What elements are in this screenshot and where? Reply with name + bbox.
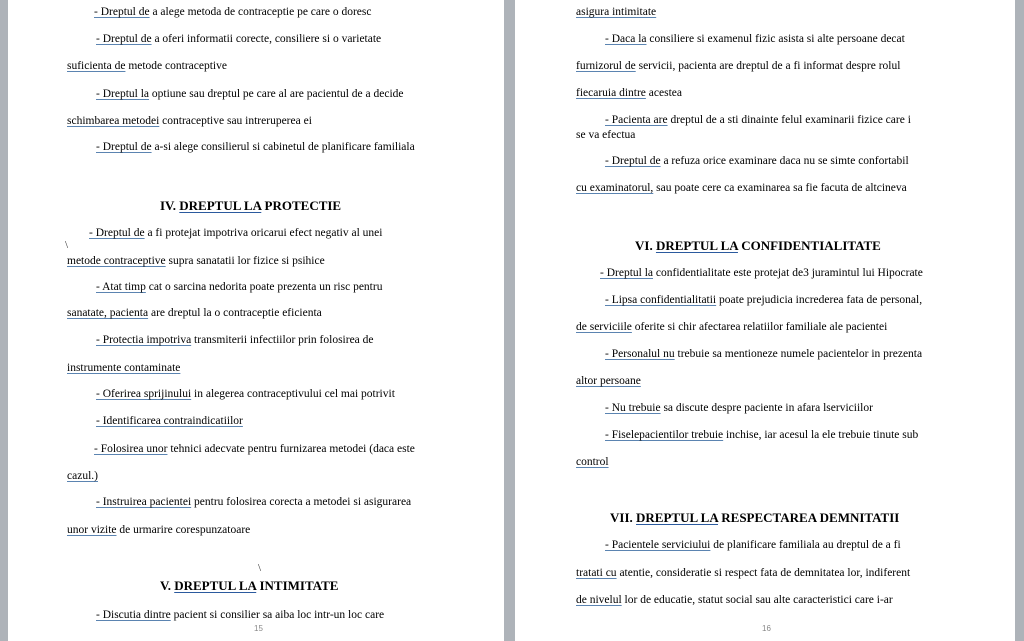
paragraph-line: cu examinatorul, sau poate cere ca examinarea sa fie facuta de altcineva — [576, 182, 907, 194]
document-page-15 — [8, 0, 504, 641]
paragraph-line: - Dreptul de a fi protejat impotriva oricarui efect negativ al unei — [89, 227, 383, 239]
document-page-16 — [515, 0, 1015, 641]
paragraph-line: - Daca la consiliere si examenul fizic asista si alte persoane decat — [605, 33, 905, 45]
paragraph-line: de nivelul lor de educatie, statut social sau alte caracteristici care i-ar — [576, 594, 893, 606]
paragraph-line: altor persoane — [576, 375, 641, 387]
paragraph-line: - Nu trebuie sa discute despre paciente in afara lserviciilor — [605, 402, 873, 414]
section-heading-vii: VII. DREPTUL LA RESPECTAREA DEMNITATII — [610, 510, 900, 525]
paragraph-line: instrumente contaminate — [67, 362, 181, 374]
paragraph-line: metode contraceptive supra sanatatii lor fizice si psihice — [67, 255, 325, 267]
paragraph-line: suficienta de metode contraceptive — [67, 60, 227, 72]
paragraph-line: schimbarea metodei contraceptive sau intreruperea ei — [67, 115, 312, 127]
paragraph-line: - Pacientele serviciului de planificare familiala au dreptul de a fi — [605, 539, 901, 551]
paragraph-line: - Folosirea unor tehnici adecvate pentru furnizarea metodei (daca este — [94, 443, 415, 455]
paragraph-line: control — [576, 456, 609, 468]
paragraph-line: - Lipsa confidentialitatii poate prejudicia increderea fata de personal, — [605, 294, 923, 306]
paragraph-line: - Atat timp cat o sarcina nedorita poate prezenta un risc pentru — [96, 281, 383, 293]
paragraph-line: - Dreptul de a-si alege consilierul si cabinetul de planificare familiala — [96, 141, 415, 153]
page-number: 16 — [762, 624, 771, 633]
stray-mark: \ — [65, 239, 69, 251]
section-heading-iv: IV. DREPTUL LA PROTECTIE — [160, 198, 342, 213]
section-heading-v: V. DREPTUL LA INTIMITATE — [160, 578, 339, 593]
paragraph-line: furnizorul de servicii, pacienta are dreptul de a fi informat despre rolul — [576, 60, 901, 72]
paragraph-line: - Dreptul de a oferi informatii corecte, consiliere si o varietate — [96, 33, 382, 45]
paragraph-line: - Dreptul la optiune sau dreptul pe care al are pacientul de a decide — [96, 88, 404, 100]
paragraph-line: - Pacienta are dreptul de a sti dinainte felul examinarii fizice care i — [605, 114, 911, 126]
paragraph-line: tratati cu atentie, consideratie si respect fata de demnitatea lor, indiferent — [576, 567, 911, 579]
page-number: 15 — [254, 624, 263, 633]
paragraph-line: fiecaruia dintre acestea — [576, 87, 682, 99]
paragraph-line: - Oferirea sprijinului in alegerea contraceptivului cel mai potrivit — [96, 388, 395, 400]
paragraph-line: - Protectia impotriva transmiterii infectiilor prin folosirea de — [96, 334, 374, 346]
paragraph-line: - Dreptul la confidentialitate este protejat de3 juramintul lui Hipocrate — [600, 267, 923, 279]
paragraph-line: - Dreptul de a alege metoda de contraceptie pe care o doresc — [94, 6, 372, 18]
paragraph-line: cazul.) — [67, 470, 98, 482]
paragraph-line: asigura intimitate — [576, 6, 657, 18]
paragraph-line: sanatate, pacienta are dreptul la o contraceptie eficienta — [67, 307, 322, 319]
paragraph-line: se va efectua — [576, 129, 636, 141]
paragraph-line: - Identificarea contraindicatiilor — [96, 415, 243, 427]
section-heading-vi: VI. DREPTUL LA CONFIDENTIALITATE — [635, 238, 881, 253]
paragraph-line: - Personalul nu trebuie sa mentioneze numele pacientelor in prezenta — [605, 348, 923, 360]
paragraph-line: - Instruirea pacientei pentru folosirea corecta a metodei si asigurarea — [96, 496, 412, 508]
paragraph-line: de serviciile oferite si chir afectarea relatiilor familiale ale pacientei — [576, 321, 888, 333]
paragraph-line: - Discutia dintre pacient si consilier sa aiba loc intr-un loc care — [96, 609, 385, 621]
paragraph-line: unor vizite de urmarire corespunzatoare — [67, 524, 251, 536]
paragraph-line: - Dreptul de a refuza orice examinare daca nu se simte confortabil — [605, 155, 909, 167]
paragraph-line: - Fiselepacientilor trebuie inchise, iar acesul la ele trebuie tinute sub — [605, 429, 919, 441]
stray-mark: \ — [258, 562, 262, 574]
